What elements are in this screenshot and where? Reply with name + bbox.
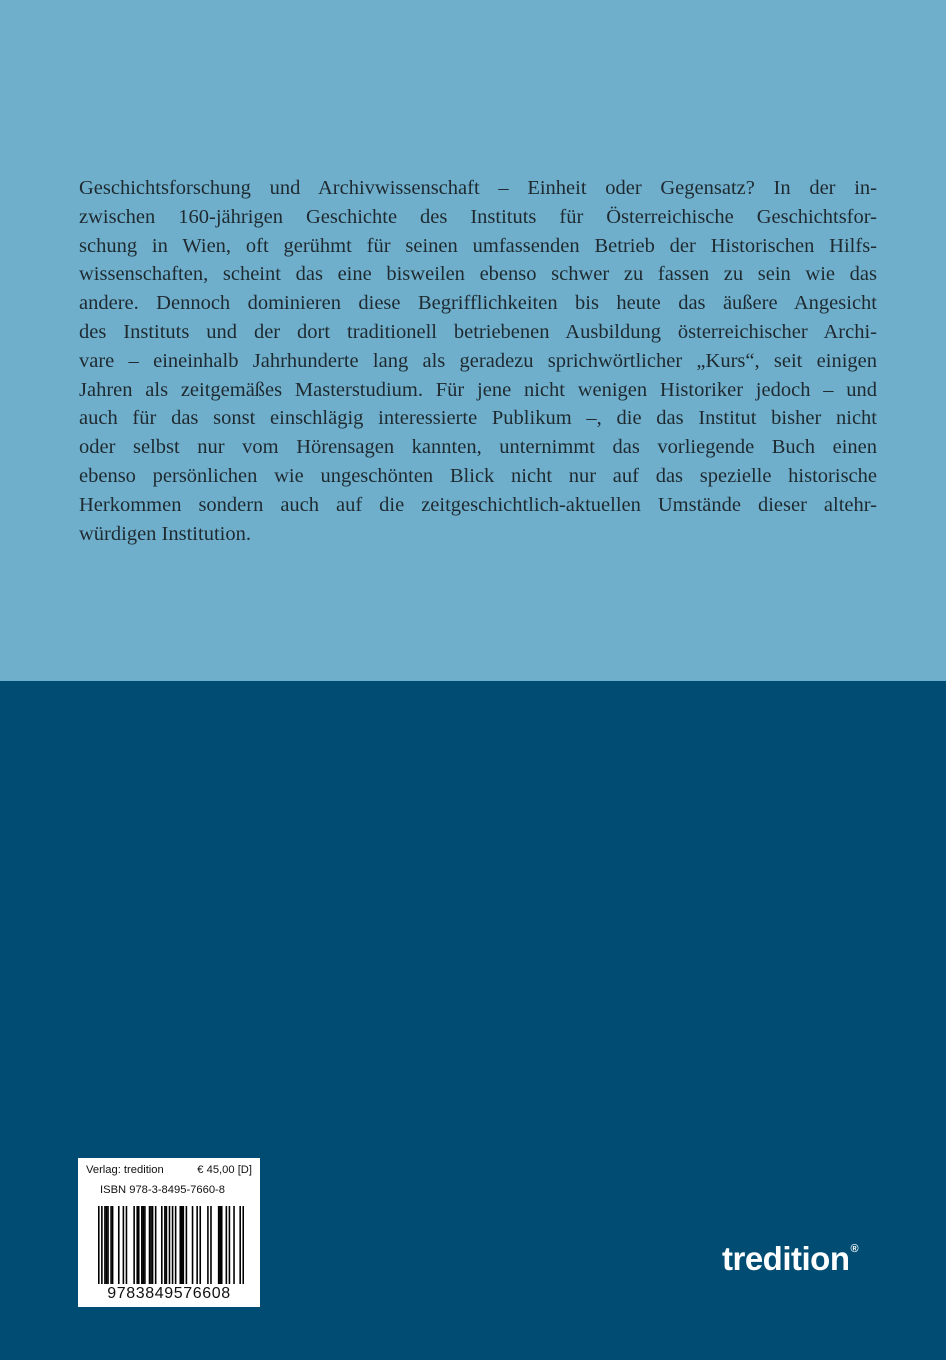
isbn-label: ISBN 978-3-8495-7660-8	[100, 1184, 226, 1196]
barcode-bar	[106, 1206, 108, 1284]
barcode-bar	[192, 1206, 194, 1284]
logo-text: tredition	[722, 1240, 850, 1277]
blurb-line: andere. Dennoch dominieren diese Begrifflichkeiten bis heute das äußere Angesicht	[79, 292, 877, 315]
barcode-bar	[110, 1206, 112, 1284]
barcode-bar	[133, 1206, 135, 1284]
blurb-line: ebenso persönlichen wie ungeschönten Blick nicht nur auf das spezielle historische	[79, 464, 877, 487]
barcode-bar	[169, 1206, 171, 1284]
barcode-bar	[233, 1206, 235, 1284]
barcode-bar	[161, 1206, 163, 1284]
barcode-bar	[123, 1206, 125, 1284]
blurb-line: vare – eineinhalb Jahrhunderte lang als geradezu sprichwörtlicher „Kurs“, seit einigen	[79, 349, 877, 372]
barcode-bar	[126, 1206, 128, 1284]
barcode-bar	[136, 1206, 138, 1284]
publisher-price-line	[86, 1163, 252, 1177]
barcode-bar	[138, 1206, 140, 1284]
publisher-label: Verlag: tredition	[86, 1164, 164, 1176]
barcode-bar	[183, 1206, 185, 1284]
barcode-bar	[107, 1206, 109, 1284]
blurb-text	[79, 174, 877, 548]
blurb-line: Geschichtsforschung und Archivwissenschaft – Einheit oder Gegensatz? In der in-	[79, 177, 877, 199]
price-label: € 45,00 [D]	[197, 1164, 252, 1176]
barcode-bar	[118, 1206, 120, 1284]
blurb-line: Herkommen sondern auch auf die zeitgeschichtlich-aktuellen Umstände dieser altehr-	[79, 493, 877, 516]
barcode-bar	[179, 1206, 181, 1284]
blurb-line: Jahren als zeitgemäßes Masterstudium. Für jene nicht wenigen Historiker jedoch – und	[79, 378, 877, 401]
barcode-bar	[219, 1206, 221, 1284]
barcode-bar	[143, 1206, 145, 1284]
barcode-bar	[221, 1206, 223, 1284]
blurb-line: zwischen 160-jährigen Geschichte des Instituts für Österreichische Geschichtsfor-	[79, 205, 877, 228]
barcode-bar	[218, 1206, 220, 1284]
blurb-line: auch für das sonst einschlägig interessierte Publikum –, die das Institut bisher nicht	[79, 407, 877, 430]
barcode-bar	[196, 1206, 198, 1284]
blurb-line: oder selbst nur vom Hörensagen kannten, unternimmt das vorliegende Buch einen	[79, 436, 877, 459]
barcode-bar	[186, 1206, 188, 1284]
barcode-bar	[101, 1206, 103, 1284]
barcode-graphic	[98, 1206, 244, 1284]
barcode-bar	[150, 1206, 152, 1284]
barcode-bar	[112, 1206, 114, 1284]
barcode-bar	[141, 1206, 143, 1284]
blurb-line: schung in Wien, oft gerühmt für seinen umfassenden Betrieb der Historischen Hilfs-	[79, 234, 877, 257]
barcode-bar	[175, 1206, 177, 1284]
barcode-bar	[98, 1206, 100, 1284]
barcode-bar	[172, 1206, 174, 1284]
barcode-bar	[104, 1206, 106, 1284]
barcode-bar	[152, 1206, 154, 1284]
barcode-bar	[226, 1206, 228, 1284]
barcode-bar	[181, 1206, 183, 1284]
barcode-bar	[239, 1206, 241, 1284]
ean-number: 9783849576608	[107, 1285, 231, 1302]
barcode-bar	[210, 1206, 212, 1284]
barcode-bar	[144, 1206, 146, 1284]
barcode-bar	[155, 1206, 157, 1284]
barcode-bar	[166, 1206, 168, 1284]
barcode-bar	[207, 1206, 209, 1284]
registered-mark: ®	[850, 1243, 859, 1255]
barcode-box	[78, 1158, 260, 1307]
blurb-line: des Instituts und der dort traditionell betriebenen Ausbildung österreichischer Archi-	[79, 320, 877, 343]
barcode-bar	[164, 1206, 166, 1284]
barcode-bar	[229, 1206, 231, 1284]
tredition-logo	[722, 1240, 858, 1278]
barcode-bar	[242, 1206, 244, 1284]
blurb-line: würdigen Institution.	[79, 522, 251, 545]
barcode-bar	[149, 1206, 151, 1284]
blurb-line: wissenschaften, scheint das eine bisweilen ebenso schwer zu fassen zu sein wie das	[79, 263, 877, 286]
barcode-bar	[199, 1206, 201, 1284]
